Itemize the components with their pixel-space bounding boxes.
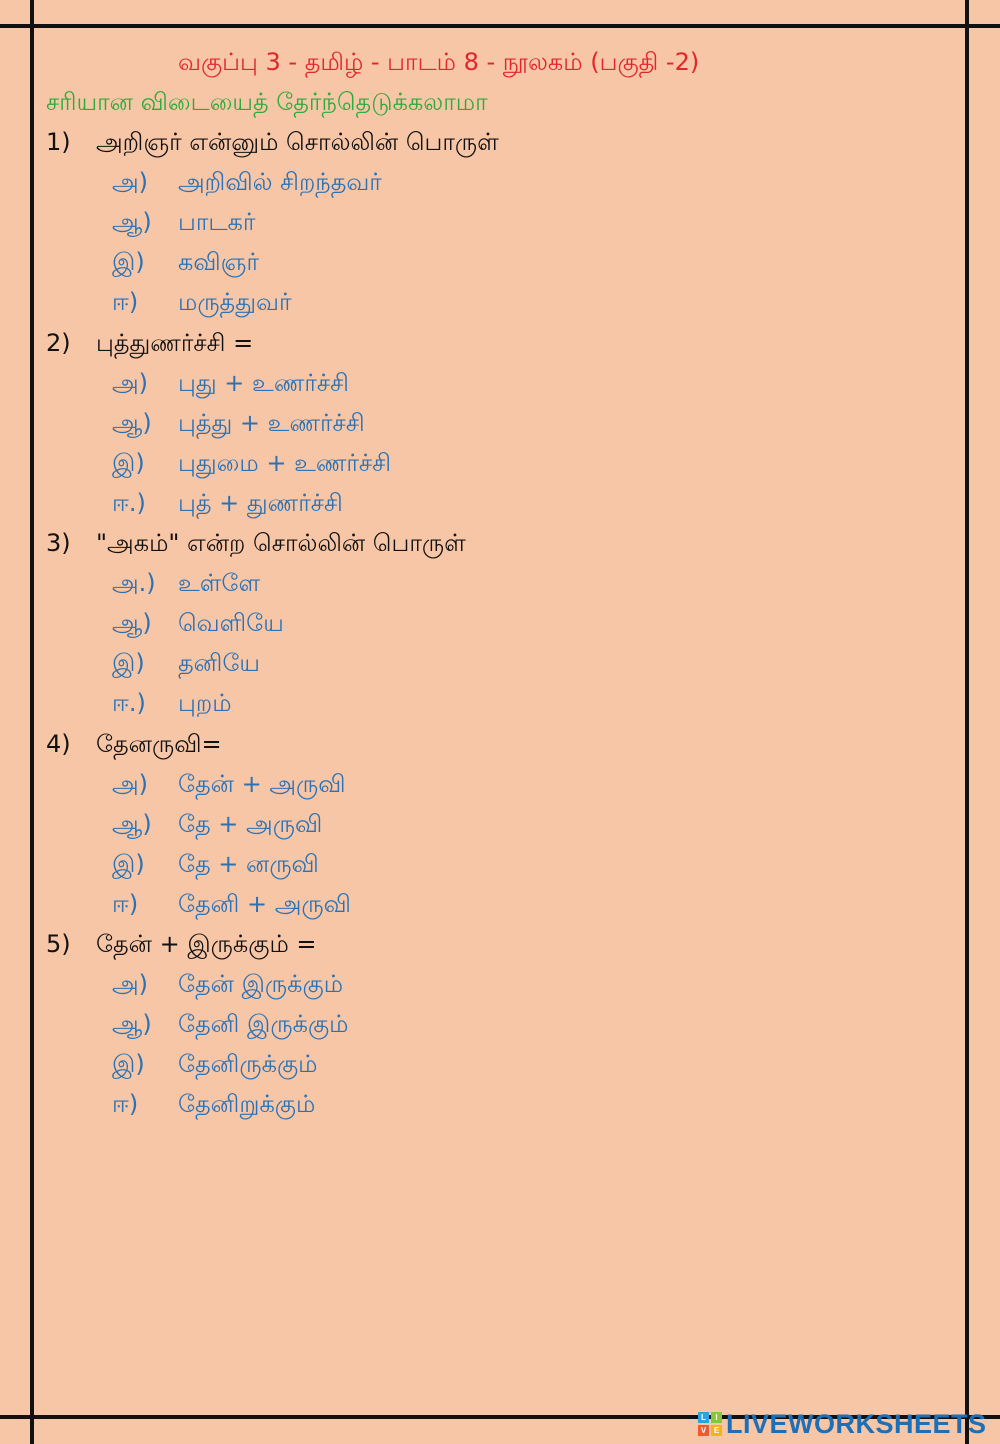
question-number: 5) (46, 930, 71, 958)
option-text: அறிவில் சிறந்தவர் (178, 168, 382, 196)
option-q4-1[interactable] (112, 770, 346, 804)
option-q3-4[interactable] (112, 689, 232, 723)
option-text: தேன் இருக்கும் (178, 970, 344, 998)
option-text: புத் + துணர்ச்சி (178, 489, 343, 517)
option-q4-4[interactable] (112, 890, 351, 924)
question-text: தேன் + இருக்கும் = (96, 930, 317, 958)
option-label: இ) (112, 850, 145, 878)
question-text: "அகம்" என்ற சொல்லின் பொருள் (96, 529, 466, 557)
option-text: தேன் + அருவி (178, 770, 346, 798)
option-text: தேனி + அருவி (178, 890, 351, 918)
worksheet-instruction: சரியான விடையைத் தேர்ந்தெடுக்கலாமா (46, 88, 488, 116)
option-text: வெளியே (178, 609, 284, 637)
left-border-line (30, 0, 34, 1444)
option-q5-4[interactable] (112, 1090, 315, 1124)
liveworksheets-logo-text: LIVEWORKSHEETS (726, 1408, 987, 1439)
option-q3-1[interactable] (112, 569, 260, 603)
question-5 (46, 930, 317, 964)
option-text: தேனி இருக்கும் (178, 1010, 349, 1038)
option-text: மருத்துவர் (178, 288, 292, 316)
option-text: புதுமை + உணர்ச்சி (178, 449, 391, 477)
logo-tile: L (698, 1412, 709, 1423)
option-text: உள்ளே (178, 569, 261, 597)
option-q1-2[interactable] (112, 208, 255, 242)
question-3 (46, 529, 466, 563)
worksheet-title: வகுப்பு 3 - தமிழ் - பாடம் 8 - நூலகம் (பகுதி -2) (178, 48, 700, 76)
option-label: ஈ) (112, 1090, 139, 1118)
option-label: ஆ) (112, 609, 152, 637)
option-text: தனியே (178, 649, 260, 677)
question-1 (46, 128, 499, 162)
option-text: தே + னருவி (178, 850, 319, 878)
option-q1-4[interactable] (112, 288, 292, 322)
option-text: புறம் (178, 689, 232, 717)
question-text: அறிஞர் என்னும் சொல்லின் பொருள் (96, 128, 499, 156)
option-q2-1[interactable] (112, 369, 349, 403)
option-label: அ) (112, 770, 149, 798)
option-text: கவிஞர் (178, 248, 259, 276)
logo-tile: E (711, 1425, 722, 1436)
option-q1-1[interactable] (112, 168, 382, 202)
option-q5-1[interactable] (112, 970, 343, 1004)
liveworksheets-logo-icon (698, 1412, 722, 1436)
logo-tile: V (698, 1425, 709, 1436)
option-q2-2[interactable] (112, 409, 365, 443)
option-text: பாடகர் (178, 208, 256, 236)
right-border-line (965, 0, 969, 1444)
option-label: ஆ) (112, 409, 152, 437)
option-label: இ) (112, 1050, 145, 1078)
option-text: தேனிறுக்கும் (178, 1090, 316, 1118)
liveworksheets-logo (698, 1408, 987, 1440)
option-label: இ) (112, 449, 145, 477)
option-label: ஈ) (112, 288, 139, 316)
option-q5-3[interactable] (112, 1050, 317, 1084)
option-text: தே + அருவி (178, 810, 323, 838)
option-label: இ) (112, 649, 145, 677)
option-q1-3[interactable] (112, 248, 259, 282)
question-number: 4) (46, 730, 71, 758)
option-label: ஈ.) (112, 689, 146, 717)
option-q2-4[interactable] (112, 489, 343, 523)
question-4 (46, 730, 222, 764)
question-text: புத்துணர்ச்சி = (96, 329, 254, 357)
option-q3-2[interactable] (112, 609, 284, 643)
option-label: அ) (112, 168, 149, 196)
option-q5-2[interactable] (112, 1010, 348, 1044)
option-text: புது + உணர்ச்சி (178, 369, 349, 397)
option-label: ஆ) (112, 1010, 152, 1038)
option-label: அ) (112, 369, 149, 397)
option-q4-2[interactable] (112, 810, 322, 844)
option-q3-3[interactable] (112, 649, 260, 683)
option-q2-3[interactable] (112, 449, 391, 483)
question-number: 2) (46, 329, 71, 357)
option-label: ஆ) (112, 810, 152, 838)
option-label: அ.) (112, 569, 156, 597)
option-label: ஆ) (112, 208, 152, 236)
option-label: ஈ.) (112, 489, 146, 517)
question-text: தேனருவி= (96, 730, 222, 758)
question-number: 1) (46, 128, 71, 156)
question-2 (46, 329, 253, 363)
top-border-line (0, 24, 1000, 28)
option-label: ஈ) (112, 890, 139, 918)
logo-tile: I (711, 1412, 722, 1423)
option-text: புத்து + உணர்ச்சி (178, 409, 365, 437)
option-text: தேனிருக்கும் (178, 1050, 318, 1078)
question-number: 3) (46, 529, 71, 557)
option-label: அ) (112, 970, 149, 998)
option-label: இ) (112, 248, 145, 276)
option-q4-3[interactable] (112, 850, 319, 884)
